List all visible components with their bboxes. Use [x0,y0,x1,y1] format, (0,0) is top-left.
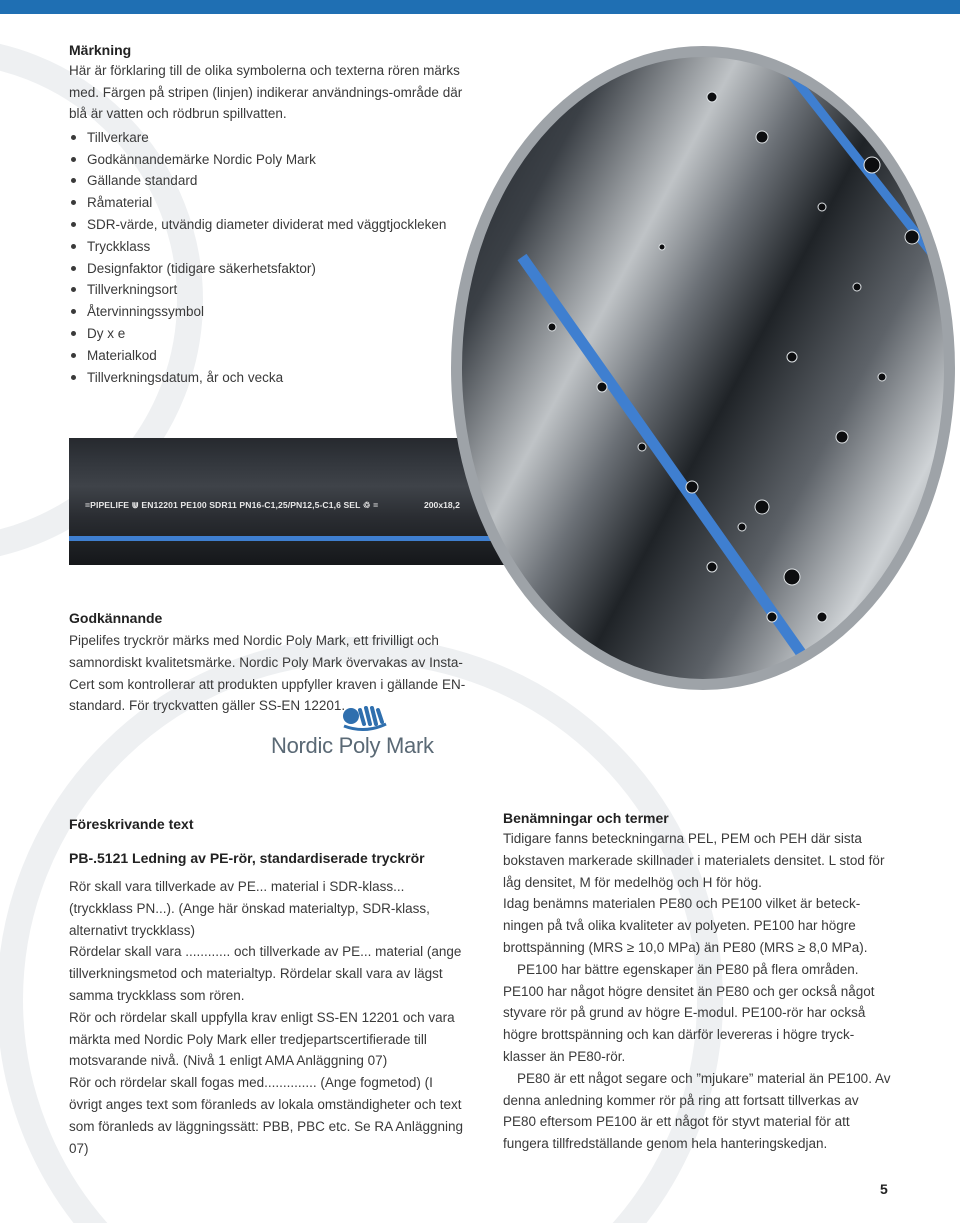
list-item: Råmaterial [69,192,469,214]
godkannande-section [69,610,469,717]
pipe-closeup-photo [451,46,955,690]
marking-list [69,127,469,389]
pipe-blue-stripe [69,536,519,541]
godkannande-text: Pipelifes tryckrör märks med Nordic Poly Mark, ett frivilligt och samnordiskt kvalitetsmärke. Nordic Poly Mark övervakas av Insta-Cert som kontrollerar att produkten uppfyller kraven i gällande EN-standard. För tryckvatten gäller SS-EN 12201. [69,633,466,714]
markning-intro: Här är förklaring till de olika symbolerna och texterna rören märks med. Färgen på stripen (linjen) indikerar användnings-område där blå är vatten och rödbrun spillvatten. [69,63,463,122]
pipe-marking-text: =PIPELIFE ⋓ EN12201 PE100 SDR11 PN16-C1,25/PN12,5-C1,6 SEL ♲ = [85,500,379,510]
list-item: Materialkod [69,345,469,367]
markning-section [69,42,469,388]
nordic-poly-mark-wordmark: Nordic Poly Mark [271,733,434,758]
nordic-poly-mark-emblem [268,704,460,734]
paragraph: Rör och rördelar skall uppfylla krav enligt SS-EN 12201 och vara märkta med Nordic Poly Mark eller tredjepartscertifierade till motsvarande nivå. (Nivå 1 enligt AMA Anläggning 07) [69,1009,455,1069]
page-number: 5 [880,1181,888,1197]
markning-heading: Märkning [69,42,132,58]
paragraph: Rördelar skall vara ............ och tillverkade av PE... material (ange tillverkningsmetod och materialtyp. Rördelar skall vara av lägst samma tryckklass som rören. [69,944,462,1003]
paragraph: PE100 har bättre egenskaper än PE80 på flera områden. PE100 har något högre densitet än PE80 och ger också något styvare rör på grund av högre E-modul. PE100-rör har också högre brottspänning och kan därför levereras i högre tryck-klasser än PE80-rör. [503,961,875,1064]
foreskrivande-section [69,816,469,1159]
list-item: Godkännandemärke Nordic Poly Mark [69,149,469,171]
list-item: Tryckklass [69,236,469,258]
pipe-marking-photo [69,438,519,565]
pipe-photo-graphic [462,57,944,679]
nordic-poly-mark-logo [268,704,460,760]
benamningar-heading: Benämningar och termer [503,810,669,826]
paragraph: PE80 är ett något segare och ”mjukare” material än PE100. Av denna anledning kommer rör på ring att fortsatt tillverkas av PE80 eftersom PE100 är ett något för styvt material för att fungera tillfredställande genom hela hanteringskedjan. [503,1070,891,1152]
top-color-bar [0,0,960,14]
paragraph: Rör och rördelar skall fogas med.............. (Ange fogmetod) (I övrigt anges text som föranleds av lokala omständigheter och text som föranleds av läggningssätt: PBB, PBC etc. Se RA Anläggning 07) [69,1075,463,1156]
benamningar-section [503,810,893,1155]
godkannande-heading: Godkännande [69,610,163,626]
list-item: Designfaktor (tidigare säkerhetsfaktor) [69,258,469,280]
foreskrivande-subheading: PB-.5121 Ledning av PE-rör, standardiserade tryckrör [69,850,425,866]
list-item: Tillverkningsort [69,279,469,301]
paragraph: Rör skall vara tillverkade av PE... material i SDR-klass... (tryckklass PN...). (Ange här önskad materialtyp, SDR-klass, alternativt tryckklass) [69,879,430,938]
list-item: Dy x e [69,323,469,345]
list-item: SDR-värde, utvändig diameter dividerat med väggtjockleken [69,214,469,236]
foreskrivande-heading: Föreskrivande text [69,816,194,832]
paragraph: Tidigare fanns beteckningarna PEL, PEM och PEH där sista bokstaven markerade skillnader i materialets densitet. L stod för låg densitet, M för medelhög och H för hög. [503,831,885,890]
list-item: Gällande standard [69,170,469,192]
list-item: Tillverkningsdatum, år och vecka [69,367,469,389]
list-item: Tillverkare [69,127,469,149]
list-item: Återvinningssymbol [69,301,469,323]
paragraph: Idag benämns materialen PE80 och PE100 vilket är beteck-ningen på två olika kvaliteter av polyeten. PE100 har högre brottspänning (MRS ≥ 10,0 MPa) än PE80 (MRS ≥ 8,0 MPa). [503,896,868,955]
pipe-size-text: 200x18,2 [424,500,460,510]
